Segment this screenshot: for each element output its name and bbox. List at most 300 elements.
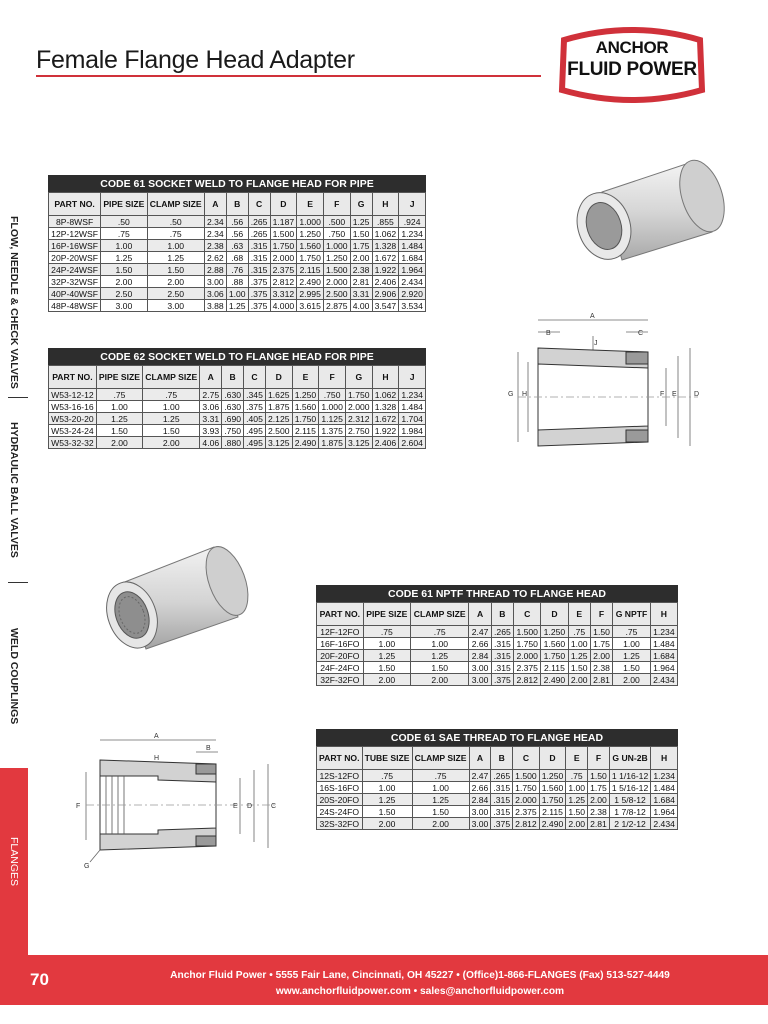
table-cell: 1.560 [539,782,566,794]
table-cell: 1.484 [399,401,426,413]
table-title: CODE 61 NPTF THREAD TO FLANGE HEAD [316,585,678,602]
page-title: Female Flange Head Adapter [36,46,355,74]
table-cell: 2.312 [345,413,372,425]
table-cell: 2.500 [265,425,292,437]
table-cell: 2.66 [469,638,491,650]
table-cell: 1.484 [399,240,426,252]
dim-label: F [76,803,81,810]
dim-label: G [508,391,514,398]
table-cell: 2.34 [204,228,226,240]
table-cell: 2.490 [539,818,566,830]
table-cell: 2.00 [568,674,590,686]
table-cell: 2.000 [514,650,541,662]
table-cell: 1.25 [226,300,248,312]
table-row [317,650,678,662]
table-cell: .75 [566,770,588,782]
table-cell: 2.38 [588,806,610,818]
table-cell: 2.38 [590,662,612,674]
column-header: J [399,366,426,389]
table-cell: 1.00 [96,401,142,413]
table-cell: 1.560 [297,240,324,252]
table-cell: .50 [147,216,204,228]
table-cell: 1.00 [412,782,469,794]
table-cell: 1.500 [270,228,297,240]
sidebar-tab-flanges[interactable] [0,768,28,955]
table-cell: 2.406 [372,276,399,288]
table-title: CODE 61 SOCKET WELD TO FLANGE HEAD FOR PIPE [48,175,426,192]
table-cell: 1.922 [372,425,399,437]
table-cell: 2.434 [651,818,678,830]
table-cell: 3.00 [147,300,204,312]
column-header: E [292,366,319,389]
table-cell: 2.920 [399,288,426,300]
sidebar-tab-weld-couplings[interactable] [0,586,28,766]
table-cell: 1.234 [650,626,677,638]
table-title: CODE 62 SOCKET WELD TO FLANGE HEAD FOR PIPE [48,348,426,365]
table-cell: 1.750 [345,389,372,401]
column-header: G [350,193,372,216]
table-cell: 2.00 [588,794,610,806]
table-cell: 1.062 [372,228,399,240]
table-cell: 1.50 [588,770,610,782]
table-cell: W53-12-12 [49,389,97,401]
table-cell: 1.672 [372,252,399,264]
table-cell: .495 [244,425,266,437]
table-cell: 1.484 [650,638,677,650]
table-cell: 1.25 [363,650,410,662]
table-cell: 1.234 [399,389,426,401]
dim-label: A [590,313,595,320]
table-cell: 1.25 [613,650,651,662]
table-cell: 1.875 [319,437,346,449]
column-header: CLAMP SIZE [147,193,204,216]
table-cell: 1.25 [410,650,468,662]
table-code61-socket-weld [48,175,426,312]
table-cell: 2.00 [96,437,142,449]
table-cell: .50 [101,216,147,228]
column-header: F [319,366,346,389]
table-cell: 16F-16FO [317,638,364,650]
table-cell: 1.560 [541,638,568,650]
table-title: CODE 61 SAE THREAD TO FLANGE HEAD [316,729,678,746]
sidebar-divider [8,582,28,583]
table-cell: 24F-24FO [317,662,364,674]
table-cell: 2.84 [469,794,491,806]
column-header: C [248,193,270,216]
table-cell: 3.00 [469,674,491,686]
table-cell: 1.964 [650,662,677,674]
table-cell: 1.250 [541,626,568,638]
table-row [49,216,426,228]
column-header: PART NO. [49,366,97,389]
table-cell: 2.66 [469,782,491,794]
table-cell: W53-20-20 [49,413,97,425]
column-header: PIPE SIZE [96,366,142,389]
table-row [49,252,426,264]
table-cell: 1 5/8-12 [609,794,650,806]
column-header: F [588,747,610,770]
table-cell: 48P-48WSF [49,300,101,312]
table-cell: 1.50 [363,662,410,674]
table-cell: .68 [226,252,248,264]
table-cell: 1.750 [270,240,297,252]
table-cell: .750 [323,228,350,240]
table-cell: 2.115 [541,662,568,674]
table-cell: 2.00 [363,674,410,686]
page-number: 70 [30,970,49,989]
dim-label: D [694,391,700,398]
table-cell: 1.750 [297,252,324,264]
table-cell: 1.000 [297,216,324,228]
dim-label: B [546,330,551,337]
column-header: C [513,747,540,770]
table-cell: .315 [248,252,270,264]
table-cell: 1.75 [350,240,372,252]
table-cell: 2.490 [541,674,568,686]
table-cell: 1.50 [412,806,469,818]
table-cell: 1.50 [96,425,142,437]
table-cell: 1.50 [362,806,412,818]
table-cell: 1.187 [270,216,297,228]
column-header: E [297,193,324,216]
table-cell: 2.00 [566,818,588,830]
column-header: PART NO. [317,603,364,626]
sidebar-tab-valves[interactable] [0,210,28,395]
table-cell: 1.00 [226,288,248,300]
table-cell: .75 [362,770,412,782]
table-cell: 2.81 [588,818,610,830]
table-cell: 1.50 [566,806,588,818]
table-cell: 3.547 [372,300,399,312]
table-cell: .315 [491,794,513,806]
column-header: C [244,366,266,389]
table-row [49,276,426,288]
column-header: PART NO. [317,747,363,770]
table-cell: 1.50 [568,662,590,674]
table-cell: .75 [96,389,142,401]
table-cell: 2.000 [513,794,540,806]
table-cell: 1.25 [566,794,588,806]
table-cell: 4.000 [270,300,297,312]
dim-label: F [660,391,665,398]
table-cell: .750 [319,389,346,401]
table-cell: 8P-8WSF [49,216,101,228]
table-cell: 1.964 [651,806,678,818]
table-cell: 2.406 [372,437,399,449]
table-cell: 1.75 [590,638,612,650]
table-cell: 2.00 [101,276,147,288]
table-cell: 1.25 [568,650,590,662]
table-cell: 1.00 [143,401,200,413]
table-cell: 2.812 [270,276,297,288]
table-cell: 2.375 [513,806,540,818]
table-cell: W53-16-16 [49,401,97,413]
footer-links[interactable]: www.anchorfluidpower.com • sales@anchorfluidpower.com [275,986,565,997]
table-row [317,806,678,818]
table-row [317,662,678,674]
table-cell: 2.00 [143,437,200,449]
column-header: A [204,193,226,216]
table-cell: 2.00 [362,818,412,830]
table-cell: 2.81 [350,276,372,288]
table-cell: 1.50 [143,425,200,437]
column-header: D [270,193,297,216]
table-row [317,626,678,638]
table-cell: 32F-32FO [317,674,364,686]
table-cell: .75 [412,770,469,782]
table-cell: 1.75 [588,782,610,794]
table-row [49,264,426,276]
table-cell: 1.684 [650,650,677,662]
table-cell: 3.312 [270,288,297,300]
sidebar-tab-label: WELD COUPLINGS [8,627,20,725]
table-cell: 1.250 [323,252,350,264]
table-cell: .375 [248,300,270,312]
table-cell: 1 1/16-12 [609,770,650,782]
table-cell: 1.00 [147,240,204,252]
table-cell: 2.875 [323,300,350,312]
table-cell: 32P-32WSF [49,276,101,288]
thread-adapter-photo-icon [102,535,252,653]
table-cell: 1.500 [514,626,541,638]
column-header: B [491,747,513,770]
table-cell: 3.125 [345,437,372,449]
table-cell: 2.812 [514,674,541,686]
table-cell: 3.00 [469,806,491,818]
table-cell: 1.704 [399,413,426,425]
table-cell: W53-24-24 [49,425,97,437]
dim-label: C [271,803,277,810]
table-cell: .265 [491,626,513,638]
table-cell: .315 [248,240,270,252]
table-cell: 1.560 [292,401,319,413]
table-cell: 1.50 [147,264,204,276]
table-cell: 1.250 [297,228,324,240]
table-cell: 3.00 [469,662,491,674]
table-cell: 4.00 [350,300,372,312]
table-cell: 1.672 [372,413,399,425]
sidebar-divider [8,397,28,398]
table-cell: 12F-12FO [317,626,364,638]
table-cell: .750 [222,425,244,437]
table-cell: 1.328 [372,240,399,252]
table-cell: .75 [613,626,651,638]
column-header: E [568,603,590,626]
table-cell: 2.47 [469,770,491,782]
table-cell: .375 [248,276,270,288]
dim-label: G [84,863,90,870]
table-cell: 3.534 [399,300,426,312]
table-cell: .88 [226,276,248,288]
table-cell: .375 [248,288,270,300]
table-cell: 2.50 [147,288,204,300]
table-cell: 20S-20FO [317,794,363,806]
sidebar-tab-label: FLOW, NEEDLE & CHECK VALVES [8,216,20,389]
column-header: F [323,193,350,216]
table-cell: .75 [410,626,468,638]
table-cell: 2.995 [297,288,324,300]
table-cell: 2.812 [513,818,540,830]
table-row [49,413,426,425]
column-header: PIPE SIZE [363,603,410,626]
table-cell: 2.62 [204,252,226,264]
table-cell: 1.922 [372,264,399,276]
table-cell: .75 [363,626,410,638]
table-cell: 3.88 [204,300,226,312]
table-cell: 1.750 [292,413,319,425]
table-cell: 1.984 [399,425,426,437]
table-cell: 2.115 [292,425,319,437]
column-header: H [372,366,399,389]
column-header: A [469,603,491,626]
sidebar-tab-label: HYDRAULIC BALL VALVES [8,422,20,558]
table-row [317,782,678,794]
sidebar-tab-label: FLANGES [8,836,20,886]
table-cell: 32S-32FO [317,818,363,830]
footer-contact: Anchor Fluid Power • 5555 Fair Lane, Cincinnati, OH 45227 • (Office)1-866-FLANGES (Fax) 513-527-4449 [170,970,670,981]
column-header: H [650,603,677,626]
column-header: H [651,747,678,770]
table-row [49,228,426,240]
table-cell: 2.000 [323,276,350,288]
column-header: D [541,603,568,626]
table-cell: 2.434 [650,674,677,686]
dim-label: E [672,391,677,398]
dim-label: B [206,745,211,752]
table-cell: 2.88 [204,264,226,276]
table-cell: 2.490 [292,437,319,449]
table-code61-nptf-thread [316,585,678,686]
table-cell: 2.47 [469,626,491,638]
table-cell: 20P-20WSF [49,252,101,264]
dim-label: C [638,330,644,337]
table-cell: 1.484 [651,782,678,794]
table-cell: .315 [491,638,513,650]
table-cell: 1.250 [292,389,319,401]
table-cell: 2.38 [204,240,226,252]
column-header: B [222,366,244,389]
table-cell: .56 [226,216,248,228]
table-cell: .630 [222,389,244,401]
table-cell: 1.50 [350,228,372,240]
table-cell: 2.81 [590,674,612,686]
table-cell: 12P-12WSF [49,228,101,240]
table-cell: .265 [248,216,270,228]
table-cell: 2.750 [345,425,372,437]
table-cell: 1.25 [362,794,412,806]
table-row [317,674,678,686]
table-cell: 2.00 [590,650,612,662]
table-cell: .75 [101,228,147,240]
column-header: G UN-2B [609,747,650,770]
table-cell: 16S-16FO [317,782,363,794]
table-cell: .375 [491,674,513,686]
table-cell: 3.31 [350,288,372,300]
table-cell: .345 [244,389,266,401]
table-cell: .495 [244,437,266,449]
column-header: J [399,193,426,216]
logo-line-1: ANCHOR [595,38,669,57]
section-sidebar [0,210,28,955]
dim-label: H [154,755,160,762]
table-cell: 1.750 [513,782,540,794]
table-row [49,288,426,300]
table-cell: 1.125 [319,413,346,425]
table-row [49,437,426,449]
table-cell: 2.125 [265,413,292,425]
table-cell: .315 [491,806,513,818]
table-cell: 1.50 [613,662,651,674]
column-header: D [265,366,292,389]
table-cell: .265 [491,770,513,782]
table-cell: .315 [491,662,513,674]
table-cell: 40P-40WSF [49,288,101,300]
table-cell: 1.625 [265,389,292,401]
table-cell: 1.500 [513,770,540,782]
table-cell: 1.234 [399,228,426,240]
table-cell: 1.750 [541,650,568,662]
table-cell: 1.750 [539,794,566,806]
table-cell: .500 [323,216,350,228]
table-code61-sae-thread [316,729,678,830]
table-cell: 3.125 [265,437,292,449]
table-cell: .315 [248,264,270,276]
table-cell: 2.490 [297,276,324,288]
table-code62-socket-weld [48,348,426,449]
table-cell: .76 [226,264,248,276]
table-cell: 1.375 [319,425,346,437]
column-header: G [345,366,372,389]
table-cell: 2.500 [323,288,350,300]
table-cell: 1.684 [651,794,678,806]
socket-weld-dimension-drawing [498,312,708,480]
dim-label: D [247,803,253,810]
column-header: PIPE SIZE [101,193,147,216]
table-row [317,818,678,830]
title-rule [36,75,541,77]
table-row [49,425,426,437]
dim-label: E [233,803,238,810]
table-cell: 1.000 [323,240,350,252]
sidebar-tab-ball-valves[interactable] [0,400,28,580]
table-cell: 2.115 [297,264,324,276]
column-header: H [372,193,399,216]
table-cell: .855 [372,216,399,228]
column-header: G NPTF [613,603,651,626]
column-header: B [226,193,248,216]
sae-thread-dimension-drawing [66,730,286,872]
table-cell: 1.25 [96,413,142,425]
table-cell: 3.93 [200,425,222,437]
table-cell: .690 [222,413,244,425]
table-cell: 4.06 [200,437,222,449]
table-cell: 2.604 [399,437,426,449]
column-header: C [514,603,541,626]
anchor-fluid-power-logo [552,26,712,104]
table-row [317,638,678,650]
table-cell: 2.00 [412,818,469,830]
table-cell: 1.50 [590,626,612,638]
table-cell: 1.00 [363,638,410,650]
table-cell: 2.906 [372,288,399,300]
table-row [49,401,426,413]
table-row [49,240,426,252]
column-header: D [539,747,566,770]
table-cell: 3.615 [297,300,324,312]
table-cell: 2.00 [350,252,372,264]
table-cell: 1.50 [410,662,468,674]
table-cell: 1.250 [539,770,566,782]
